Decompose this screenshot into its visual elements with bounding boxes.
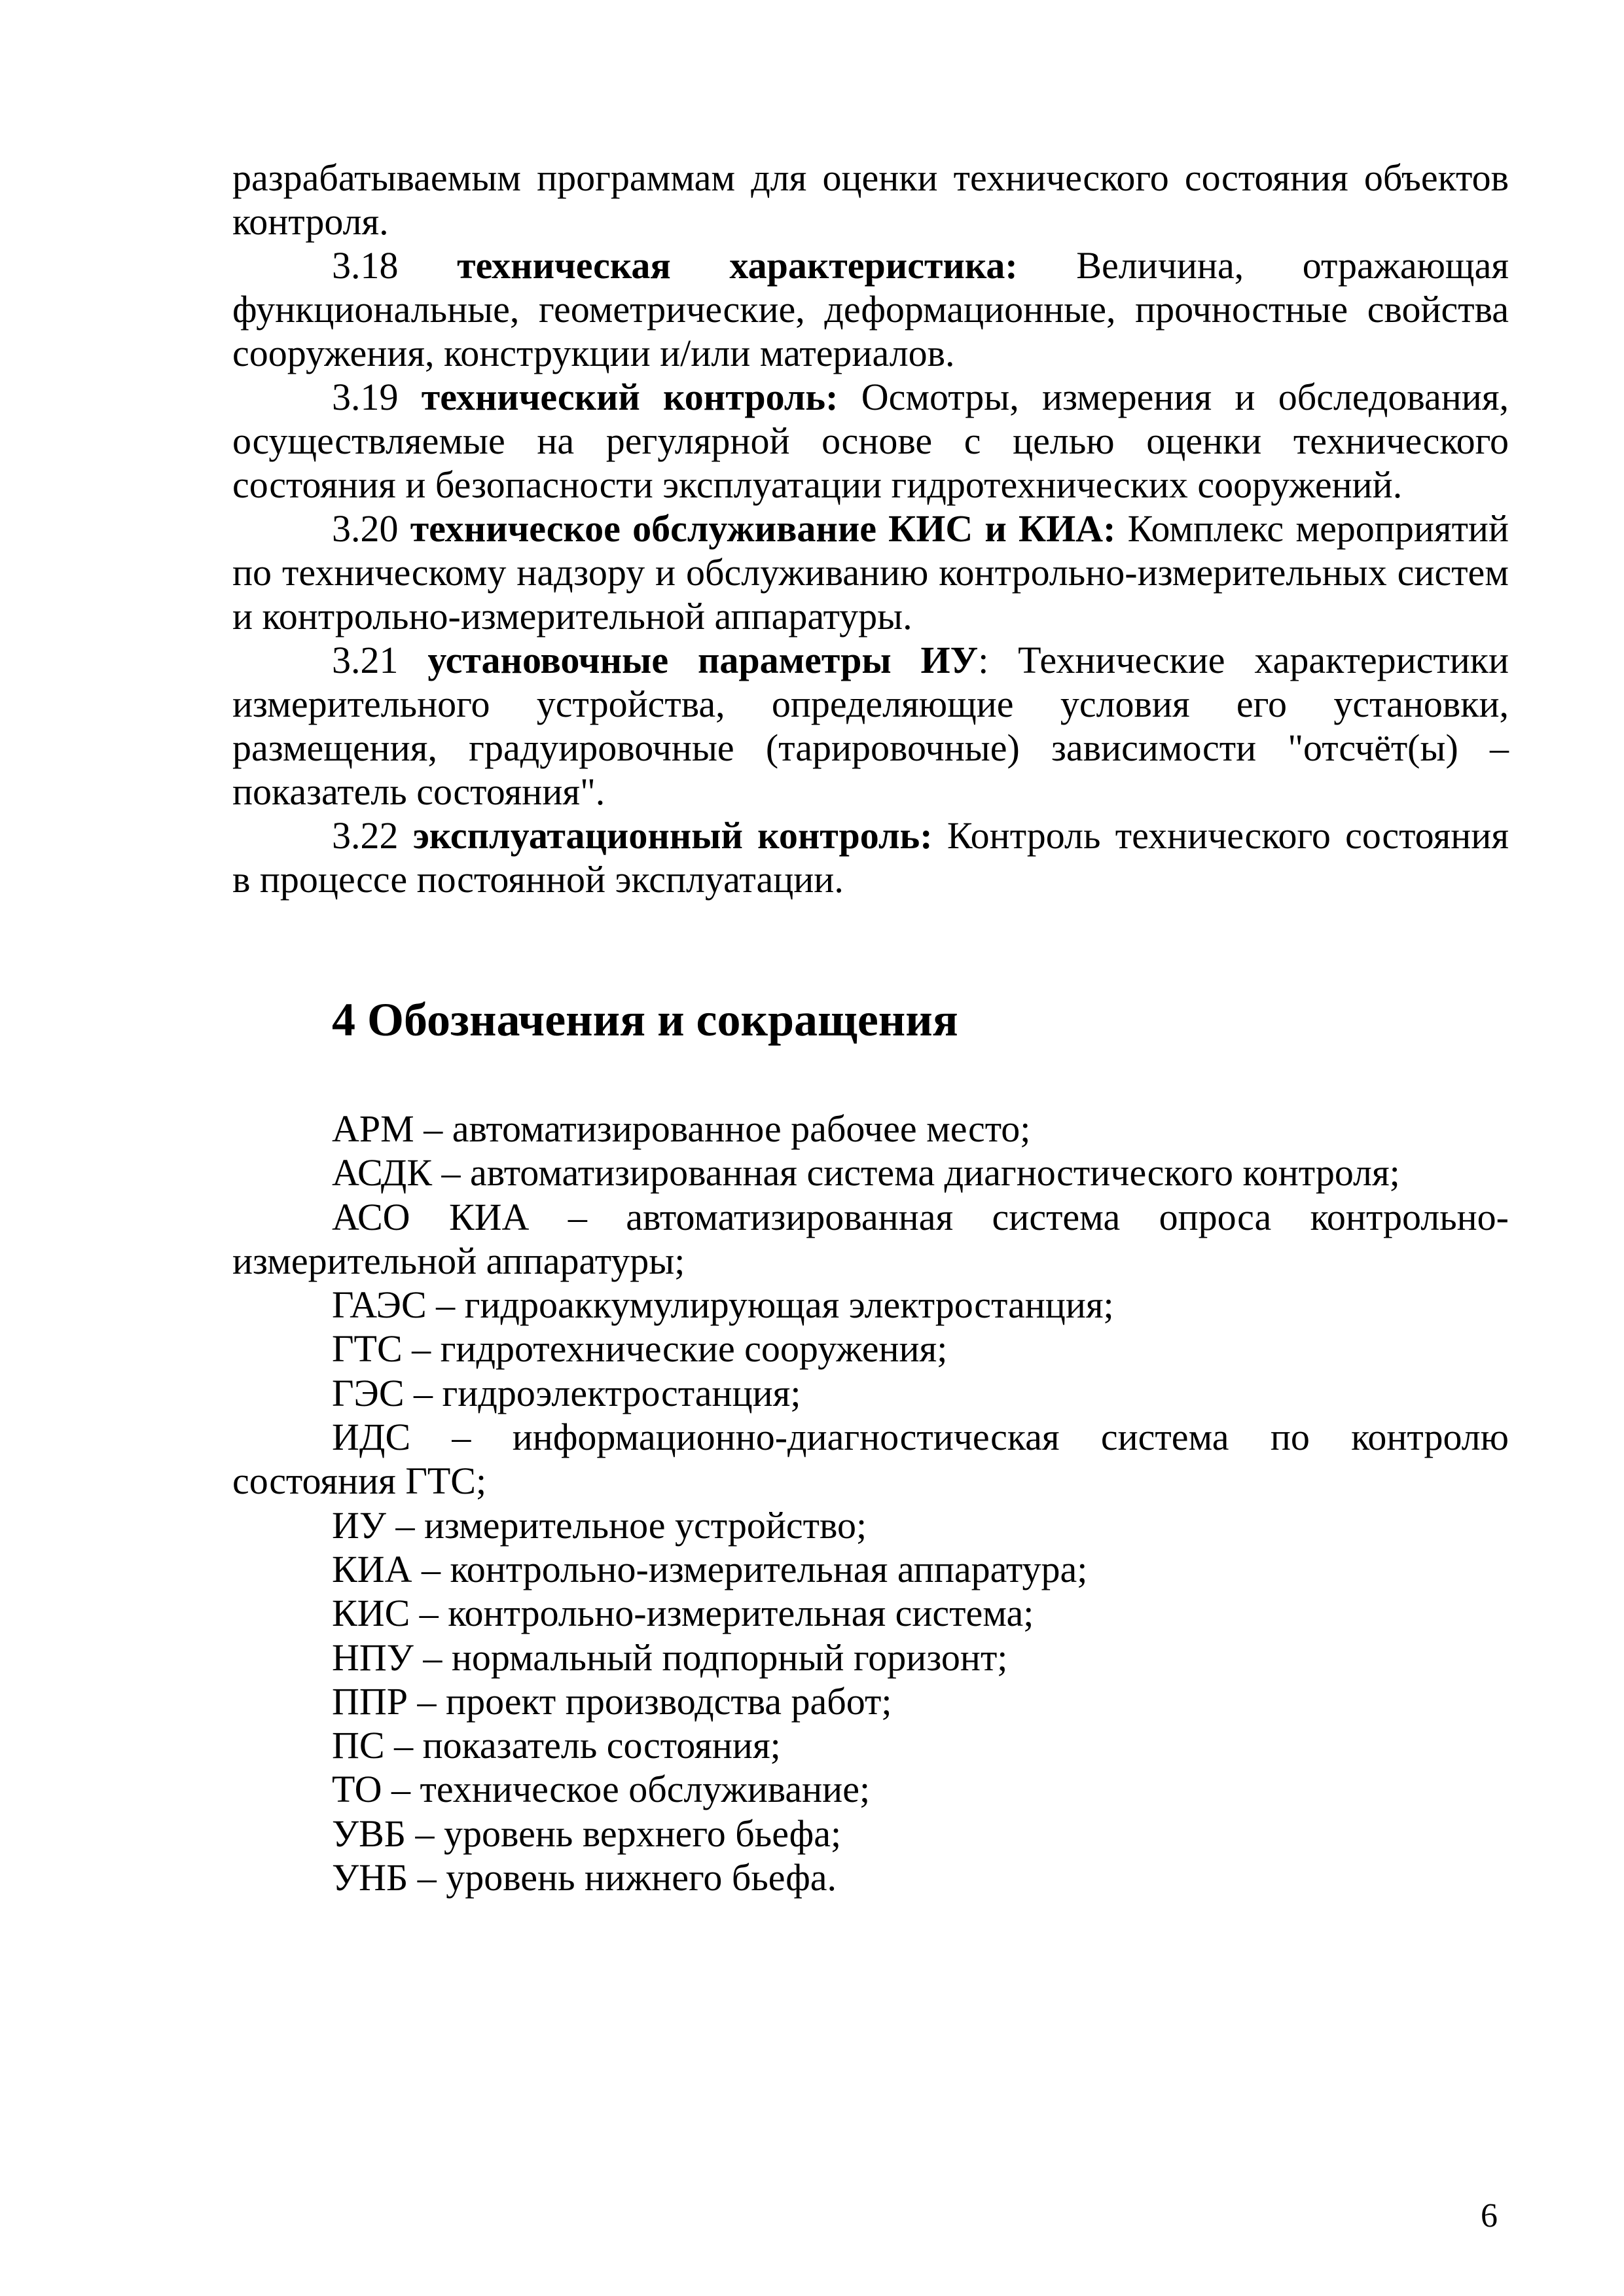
- abbreviation-item: КИС – контрольно-измерительная система;: [332, 1592, 1034, 1635]
- definition-number: 3.18: [332, 244, 399, 287]
- definition-term: техническая характеристика:: [457, 244, 1018, 287]
- definition-text: : Технические характеристики измерительного устройства, определяющие условия его установки, размещения, градуировочные (тарировочные) зависимости "отсчёт(ы) – показатель состояния".: [232, 639, 1509, 813]
- abbreviation-item: КИА – контрольно-измерительная аппаратура;: [332, 1547, 1088, 1590]
- intro-paragraph: разрабатываемым программам для оценки технического состояния объектов контроля.: [232, 156, 1509, 243]
- abbreviation-list: [232, 1107, 1509, 1899]
- page-number: 6: [1481, 2197, 1498, 2234]
- definition-number: 3.20: [332, 507, 399, 550]
- page-content: [232, 156, 1509, 1899]
- abbreviation-item: УНБ – уровень нижнего бьефа.: [332, 1856, 837, 1899]
- abbreviation-item: УВБ – уровень верхнего бьефа;: [332, 1812, 842, 1855]
- definition-number: 3.22: [332, 814, 399, 857]
- definition-term: эксплуатационный контроль:: [412, 814, 933, 857]
- definition-text: Осмотры, измерения и обследования, осуществляемые на регулярной основе с целью оценки технического состояния и безопасности эксплуатации гидротехнических сооружений.: [232, 376, 1509, 506]
- abbreviation-item: ГАЭС – гидроаккумулирующая электростанция;: [332, 1283, 1114, 1327]
- definition-term: техническое обслуживание КИС и КИА:: [410, 507, 1116, 550]
- definition-text: Контроль технического состояния в процессе постоянной эксплуатации.: [232, 814, 1509, 901]
- definition-text: Величина, отражающая функциональные, геометрические, деформационные, прочностные свойства сооружения, конструкции и/или материалов.: [232, 244, 1509, 374]
- definition-term: установочные параметры ИУ: [427, 639, 979, 681]
- abbreviation-item: АСДК – автоматизированная система диагностического контроля;: [332, 1151, 1400, 1194]
- abbreviation-item: АРМ – автоматизированное рабочее место;: [332, 1107, 1031, 1150]
- definition-3-19: [232, 375, 1509, 507]
- abbreviation-item: ПС – показатель состояния;: [332, 1724, 781, 1767]
- definition-term: технический контроль:: [421, 376, 839, 418]
- definition-number: 3.19: [332, 376, 399, 418]
- definition-number: 3.21: [332, 639, 399, 681]
- definition-text: Комплекс мероприятий по техническому надзору и обслуживанию контрольно-измерительных систем и контрольно-измерительной аппаратуры.: [232, 507, 1509, 637]
- definition-3-21: [232, 638, 1509, 814]
- definition-3-18: [232, 243, 1509, 375]
- abbreviation-item: ППР – проект производства работ;: [332, 1679, 892, 1723]
- abbreviation-item: ГЭС – гидроэлектростанция;: [332, 1371, 801, 1414]
- abbreviation-item: ГТС – гидротехнические сооружения;: [332, 1327, 948, 1371]
- definition-3-22: [232, 814, 1509, 901]
- abbreviation-item: ТО – техническое обслуживание;: [332, 1768, 871, 1811]
- section-heading: 4 Обозначения и сокращения: [332, 994, 958, 1046]
- abbreviation-item: НПУ – нормальный подпорный горизонт;: [332, 1636, 1008, 1679]
- abbreviation-item: АСО КИА – автоматизированная система опроса контрольно-измерительной аппаратуры;: [232, 1195, 1509, 1282]
- definition-3-20: [232, 507, 1509, 638]
- abbreviation-item: ИУ – измерительное устройство;: [332, 1503, 867, 1547]
- abbreviation-item: ИДС – информационно-диагностическая система по контролю состояния ГТС;: [232, 1416, 1509, 1503]
